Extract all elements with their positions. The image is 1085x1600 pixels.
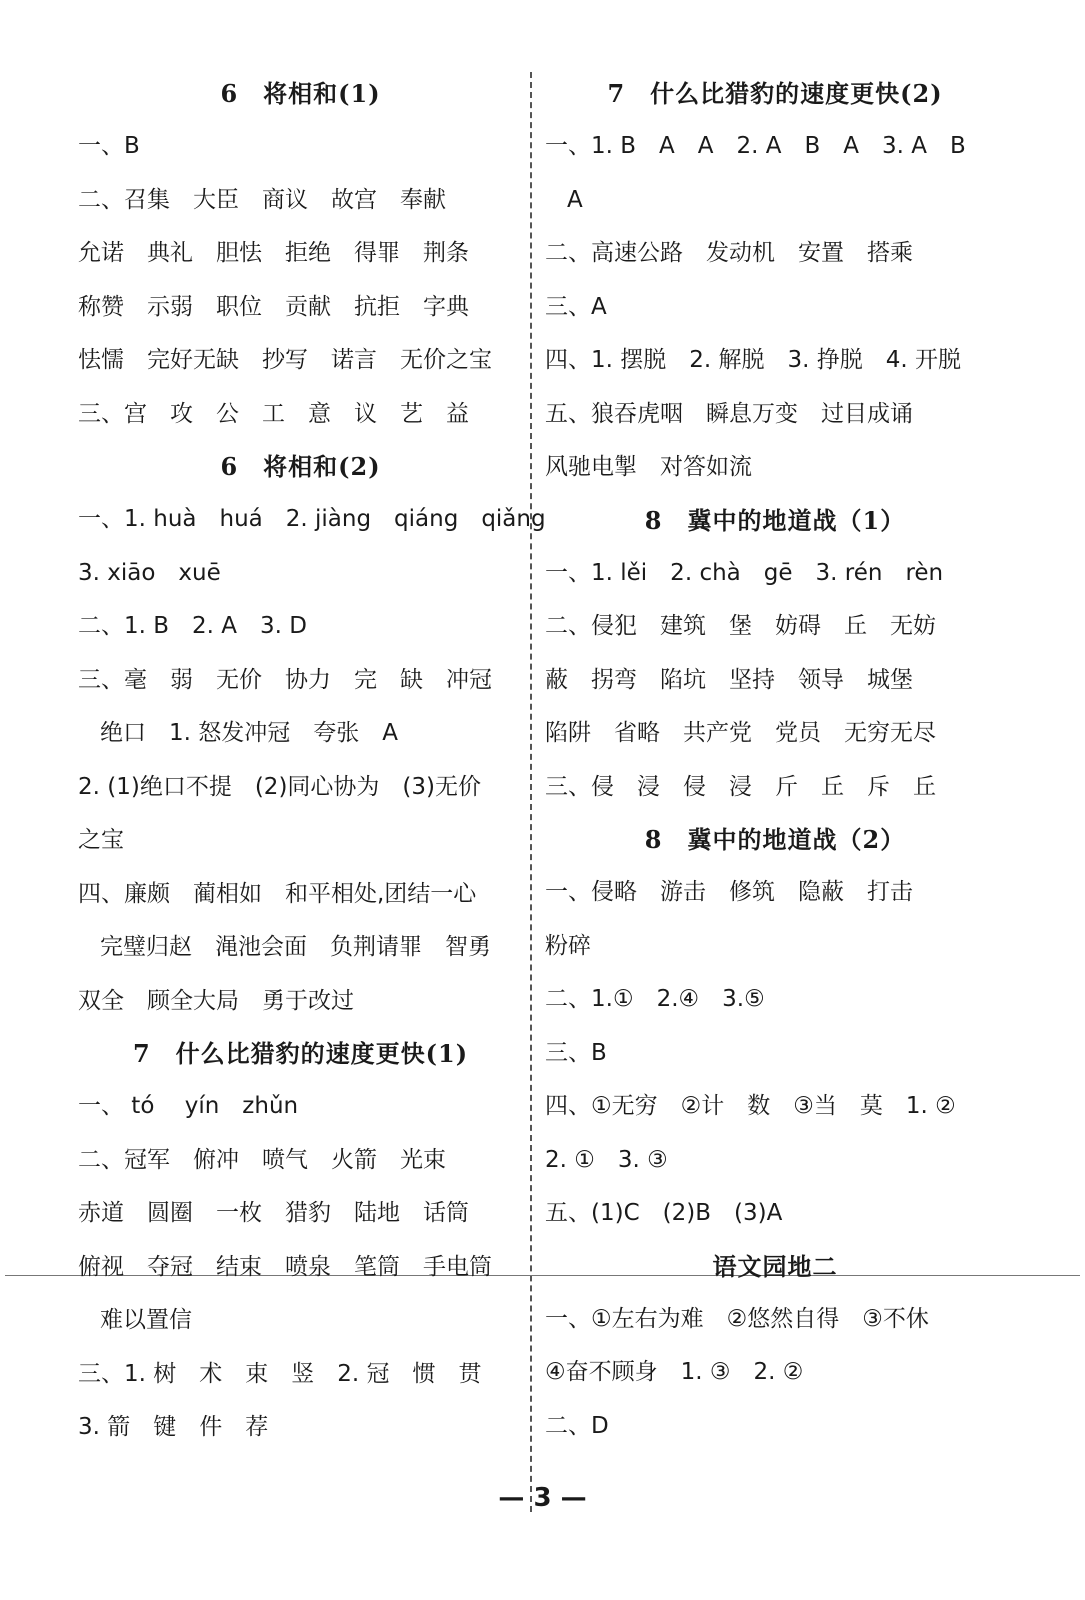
answer-line: 三、侵 浸 侵 浸 斤 丘 斥 丘: [545, 773, 936, 800]
answer-line: 二、D: [545, 1412, 609, 1439]
section-title: 7 什么比猎豹的速度更快(1): [132, 1039, 469, 1068]
section-title: 语文园地二: [712, 1251, 838, 1281]
answer-line: 四、廉颇 蔺相如 和平相处,团结一心: [78, 880, 477, 907]
answer-line: 绝口 1. 怒发冲冠 夸张 A: [100, 720, 398, 746]
answer-line: 二、冠军 俯冲 喷气 火箭 光束: [78, 1146, 446, 1173]
answer-line: 五、(1)C (2)B (3)A: [545, 1200, 783, 1226]
answer-line: 之宝: [78, 827, 124, 853]
answer-line: 允诺 典礼 胆怯 拒绝 得罪 荆条: [78, 240, 469, 266]
answer-line: 一、B: [78, 133, 140, 159]
answer-line: 完璧归赵 渑池会面 负荆请罪 智勇: [100, 934, 491, 960]
answer-line: 俯视 夺冠 结束 喷泉 笔筒 手电筒: [78, 1253, 492, 1280]
section-title: 7 什么比猎豹的速度更快(2): [607, 79, 943, 108]
answer-line: 一、1. B A A 2. A B A 3. A B: [545, 133, 966, 159]
answer-line: 二、1.① 2.④ 3.⑤: [545, 986, 765, 1012]
watermark-logo: [860, 1525, 1075, 1595]
answer-line: 二、召集 大臣 商议 故宫 奉献: [78, 186, 446, 213]
answer-line: 三、宫 攻 公 工 意 议 艺 益: [78, 400, 469, 427]
answer-line: 一、 tó yín zhǔn: [78, 1093, 299, 1119]
answer-line: 三、A: [545, 293, 607, 320]
section-title: 6 将相和(2): [220, 452, 381, 481]
answer-line: 蔽 拐弯 陷坑 坚持 领导 城堡: [545, 666, 913, 693]
answer-line: 3. xiāo xuē: [78, 559, 221, 586]
answer-line: 三、毫 弱 无价 协力 完 缺 冲冠: [78, 666, 492, 693]
answer-line: A: [567, 186, 583, 213]
answer-line: 双全 顾全大局 勇于改过: [78, 987, 354, 1014]
answer-line: 三、1. 树 术 束 竖 2. 冠 惯 贯: [78, 1360, 482, 1387]
answer-line: 一、1. lěi 2. chà gē 3. rén rèn: [545, 559, 944, 586]
answer-line: 四、1. 摆脱 2. 解脱 3. 挣脱 4. 开脱: [545, 347, 962, 373]
answer-line: ④奋不顾身 1. ③ 2. ②: [545, 1359, 804, 1385]
answer-line: 风驰电掣 对答如流: [545, 454, 752, 480]
answer-line: 粉碎: [545, 932, 591, 959]
answer-line: 二、高速公路 发动机 安置 搭乘: [545, 240, 913, 266]
page-number: — 3 —: [498, 1483, 587, 1513]
answer-line: 三、B: [545, 1039, 607, 1066]
answer-line: 一、侵略 游击 修筑 隐蔽 打击: [545, 879, 913, 905]
column-divider: [530, 72, 532, 1512]
answer-line: 2. ① 3. ③: [545, 1146, 668, 1173]
answer-line: 一、①左右为难 ②悠然自得 ③不休: [545, 1305, 929, 1332]
left-column: [78, 68, 546, 1455]
answer-line: 3. 箭 键 件 荐: [78, 1414, 269, 1440]
answer-line: 难以置信: [100, 1307, 192, 1333]
right-column: [545, 68, 1005, 1453]
section-title: 6 将相和(1): [220, 79, 381, 108]
answer-line: 五、狼吞虎咽 瞬息万变 过目成诵: [545, 400, 913, 427]
answer-line: 一、1. huà huá 2. jiàng qiáng qiǎng: [78, 506, 546, 532]
answer-line: 二、侵犯 建筑 堡 妨碍 丘 无妨: [545, 613, 936, 639]
answer-line: 称赞 示弱 职位 贡献 抗拒 字典: [78, 293, 469, 320]
answer-line: 怯懦 完好无缺 抄写 诺言 无价之宝: [78, 347, 492, 373]
section-title: 8 冀中的地道战（2）: [644, 825, 906, 854]
answer-line: 赤道 圆圈 一枚 猎豹 陆地 话筒: [78, 1200, 469, 1226]
answer-line: 2. (1)绝口不提 (2)同心协为 (3)无价: [78, 773, 481, 800]
answer-line: 陷阱 省略 共产党 党员 无穷无尽: [545, 720, 936, 746]
section-title: 8 冀中的地道战（1）: [644, 505, 906, 535]
answer-line: 二、1. B 2. A 3. D: [78, 613, 307, 639]
answer-line: 四、①无穷 ②计 数 ③当 莫 1. ②: [545, 1093, 956, 1119]
